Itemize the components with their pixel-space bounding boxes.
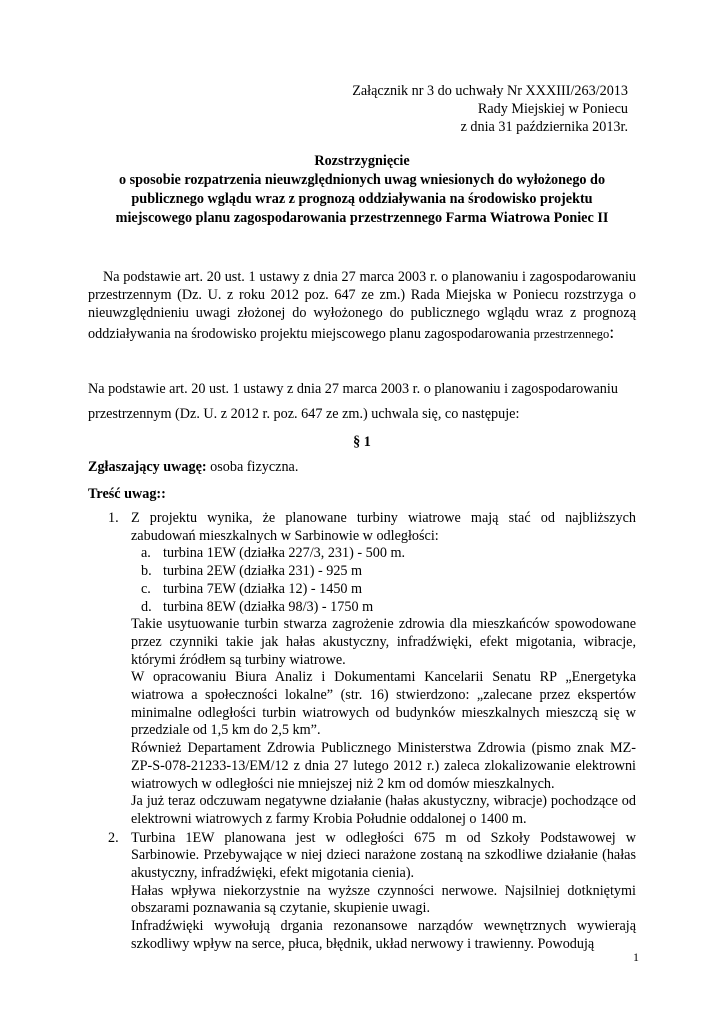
sub-item-letter: b. [141,563,152,580]
header-line-1: Załącznik nr 3 do uchwały Nr XXXIII/263/2013 [352,83,628,99]
intro-colon: : [609,321,615,342]
sub-item [131,545,636,563]
intro-small-text: przestrzennego [533,326,610,341]
item-lead: Z projektu wynika, że planowane turbiny wiatrowe mają stać od najbliższych zabudowań mieszkalnych w Sarbinowie w odległości: [131,510,636,544]
sub-item-text: turbina 1EW (działka 227/3, 231) - 500 m. [163,545,406,562]
sub-item-text: turbina 7EW (działka 12) - 1450 m [163,580,363,597]
sub-item-text: turbina 2EW (działka 231) - 925 m [163,563,363,580]
section-mark: § 1 [353,434,371,450]
item-number: 1. [108,510,119,526]
item-paragraph: W opracowaniu Biura Analiz i Dokumentami Kancelarii Senatu RP „Energetyka wiatrowa a społeczności lokalne” (str. 16) stwierdzono: „zalecane przez ekspertów minimalne odległości turbin wiatrowych od budynków mieszkalnych mieszczą się w przedziale od 1,5 km do 2,5 km”. [131,669,636,739]
document-title [88,152,636,228]
header-line-2: Rady Miejskiej w Poniecu [477,101,628,117]
sub-item [131,599,636,617]
list-item [88,510,636,829]
item-paragraph: Takie usytuowanie turbin stwarza zagrożenie zdrowia dla mieszkańców spowodowane przez czynniki takie jak hałas akustyczny, infradźwięki, efekt migotania, wibracje, którymi źródłem są turbiny wiatrowe. [131,616,636,668]
sub-item-letter: a. [141,545,151,562]
sub-item [131,563,636,581]
sub-item [131,581,636,599]
item-paragraph: Ja już teraz odczuwam negatywne działanie (hałas akustyczny, wibracje) pochodzące od elektrowni wiatrowych z farmy Krobia Południe oddalonej o 1400 m. [131,793,636,827]
remarks-list [88,510,636,954]
sub-item-letter: c. [141,580,151,597]
content-label: Treść uwag:: [88,486,166,502]
intro-main-text: Na podstawie art. 20 ust. 1 ustawy z dnia 27 marca 2003 r. o planowaniu i zagospodarowaniu przestrzennym (Dz. U. z roku 2012 poz. 647 ze zm.) Rada Miejska w Poniecu rozstrzyga o nieuwzględnieniu uwagi złożonej do wyłożonego do publicznego wglądu wraz z prognozą oddziaływania na środowisko projektu miejscowego planu zagospodarowania [88,269,637,342]
item-number: 2. [108,829,119,846]
sub-item-text: turbina 8EW (działka 98/3) - 1750 m [163,598,374,615]
item-paragraph: Infradźwięki wywołują drgania rezonansowe narządów wewnętrznych wywierają szkodliwy wpływ na serce, płuca, błędnik, układ nerwowy i trawienny. Powodują [131,918,636,952]
title-line-3: publicznego wglądu wraz z prognozą oddziaływania na środowisko projektu [131,191,593,207]
header-line-3: z dnia 31 października 2013r. [460,119,628,135]
submitter-line [88,458,298,476]
intro-paragraph [88,268,636,343]
item-paragraph: Hałas wpływa niekorzystnie na wyższe czynności nerwowe. Najsilniej dotkniętymi obszarami poznawania są czytanie, skupienie uwagi. [131,882,636,917]
submitter-label: Zgłaszający uwagę: [88,459,207,475]
item-paragraph: Również Departament Zdrowia Publicznego Ministerstwa Zdrowia (pismo znak MZ-ZP-S-078-21233-13/EM/12 z dnia 27 lutego 2012 r.) zaleca zlokalizowanie elektrowni wiatrowych w odległości nie mniejszej niż 2 km od domów mieszkalnych. [131,740,636,792]
attachment-header [352,82,628,136]
title-line-1: Rozstrzygnięcie [314,153,410,169]
page-number: 1 [633,950,639,964]
title-line-4: miejscowego planu zagospodarowania przestrzennego Farma Wiatrowa Poniec II [115,210,609,226]
resolution-paragraph: Na podstawie art. 20 ust. 1 ustawy z dnia 27 marca 2003 r. o planowaniu i zagospodarowaniu przestrzennym (Dz. U. z 2012 r. poz. 647 ze zm.) uchwala się, co następuje: [88,381,618,422]
submitter-value: osoba fizyczna. [210,459,299,475]
title-line-2: o sposobie rozpatrzenia nieuwzględnionych uwag wniesionych do wyłożonego do [118,172,606,188]
list-item [88,830,636,954]
item-lead: Turbina 1EW planowana jest w odległości 675 m od Szkoły Podstawowej w Sarbinowie. Przebywające w niej dzieci narażone zostaną na szkodliwe działanie (hałas akustyczny, infradźwięki, efekt migotania cienia). [131,829,636,882]
sub-item-letter: d. [141,598,152,615]
